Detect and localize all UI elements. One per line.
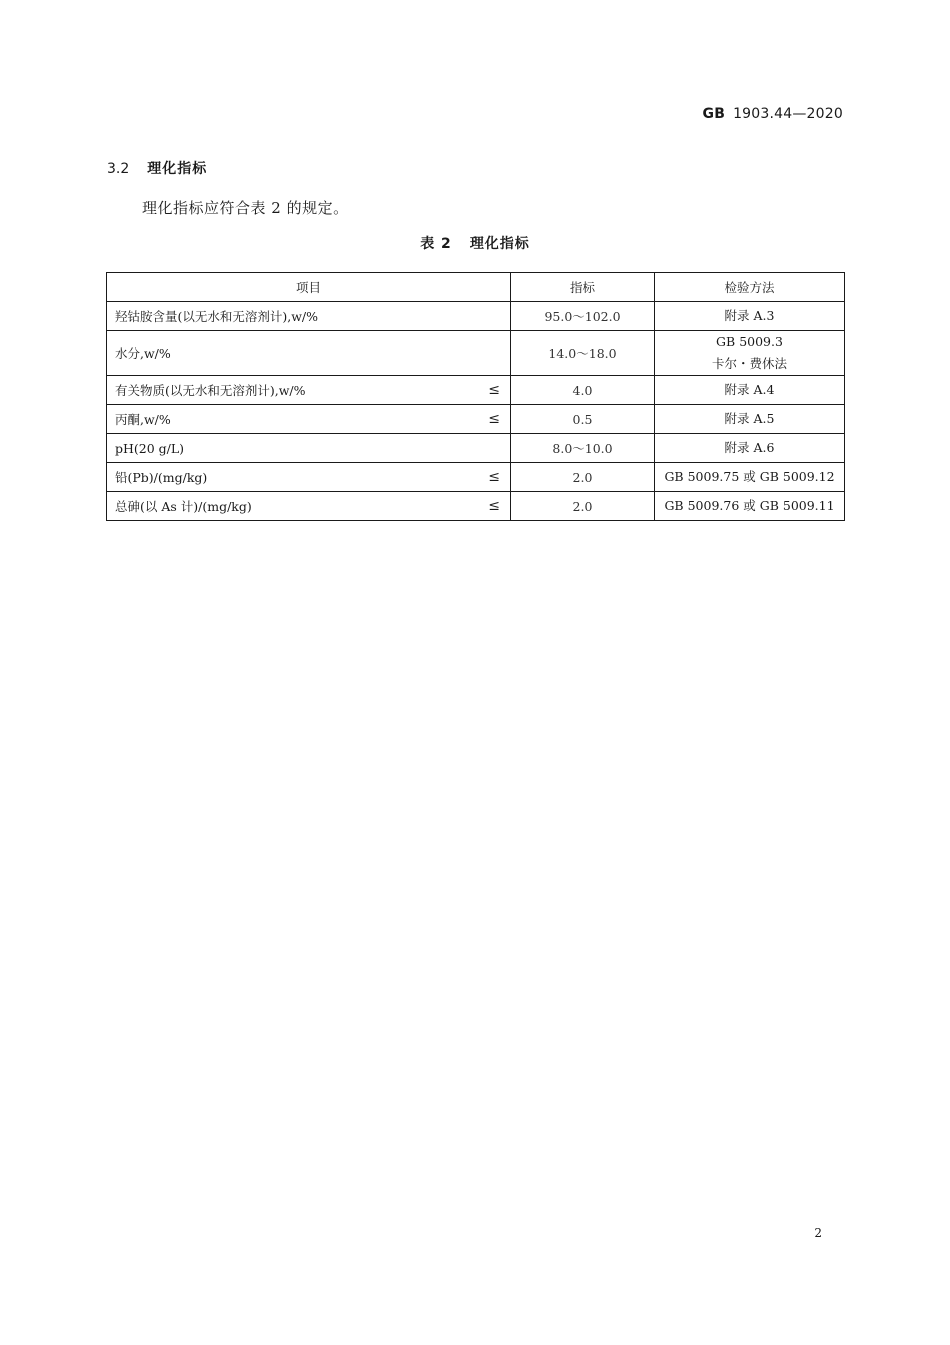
row-item-cell	[107, 405, 511, 434]
row-item-cell	[107, 434, 511, 463]
row-method-line: 附录 A.6	[724, 440, 775, 455]
row-method-line: GB 5009.76 或 GB 5009.11	[664, 498, 835, 513]
standard-code	[703, 106, 844, 122]
section-number: 3.2	[107, 161, 130, 177]
section-paragraph: 理化指标应符合表 2 的规定。	[142, 199, 349, 217]
table-row	[107, 376, 845, 405]
row-method-line: GB 5009.3	[716, 334, 783, 349]
table-row	[107, 463, 845, 492]
section-title: 理化指标	[147, 161, 208, 177]
row-index-value: 2.0	[511, 463, 655, 492]
row-index-value: 95.0～102.0	[511, 302, 655, 331]
row-index-value: 2.0	[511, 492, 655, 521]
row-method-cell	[655, 492, 845, 521]
row-item-cell	[107, 331, 511, 376]
row-method-cell	[655, 463, 845, 492]
table-row	[107, 331, 845, 376]
row-method-cell	[655, 331, 845, 376]
row-item-cell	[107, 492, 511, 521]
page-number: 2	[814, 1226, 822, 1240]
row-method-line: 附录 A.5	[724, 411, 775, 426]
column-header-item: 项目	[107, 273, 511, 302]
section-heading	[107, 158, 207, 178]
standard-number: 1903.44—2020	[733, 106, 843, 122]
row-index-value: 0.5	[511, 405, 655, 434]
table-caption	[0, 233, 950, 253]
row-item-cell	[107, 302, 511, 331]
le-symbol: ≤	[488, 498, 500, 514]
row-method-cell	[655, 302, 845, 331]
row-item-label: 总砷(以 As 计)/(mg/kg)	[115, 499, 252, 514]
table-row	[107, 434, 845, 463]
le-symbol: ≤	[488, 469, 500, 485]
row-method-line: 附录 A.4	[724, 382, 775, 397]
row-method-line: 卡尔・费休法	[711, 356, 787, 371]
table-row	[107, 492, 845, 521]
row-index-value: 4.0	[511, 376, 655, 405]
row-method-line: 附录 A.3	[724, 308, 775, 323]
table-header-row	[107, 273, 845, 302]
table-row	[107, 302, 845, 331]
table-caption-number: 表 2	[420, 236, 452, 252]
row-item-cell	[107, 376, 511, 405]
column-header-method: 检验方法	[655, 273, 845, 302]
row-item-label: 有关物质(以无水和无溶剂计),w/%	[115, 383, 306, 398]
row-item-label: pH(20 g/L)	[115, 440, 185, 456]
table-row	[107, 405, 845, 434]
row-method-line: GB 5009.75 或 GB 5009.12	[664, 469, 835, 484]
row-index-value: 8.0～10.0	[511, 434, 655, 463]
row-method-cell	[655, 434, 845, 463]
table-caption-title: 理化指标	[469, 236, 530, 252]
row-item-label: 羟钴胺含量(以无水和无溶剂计),w/%	[115, 309, 319, 324]
row-item-label: 铅(Pb)/(mg/kg)	[115, 470, 208, 485]
row-method-cell	[655, 405, 845, 434]
row-item-label: 丙酮,w/%	[115, 412, 171, 427]
column-header-index: 指标	[511, 273, 655, 302]
row-item-cell	[107, 463, 511, 492]
le-symbol: ≤	[488, 382, 500, 398]
row-method-cell	[655, 376, 845, 405]
row-index-value: 14.0～18.0	[511, 331, 655, 376]
spec-table	[106, 272, 845, 521]
le-symbol: ≤	[488, 411, 500, 427]
standard-prefix: GB	[702, 106, 726, 122]
row-item-label: 水分,w/%	[115, 346, 171, 361]
